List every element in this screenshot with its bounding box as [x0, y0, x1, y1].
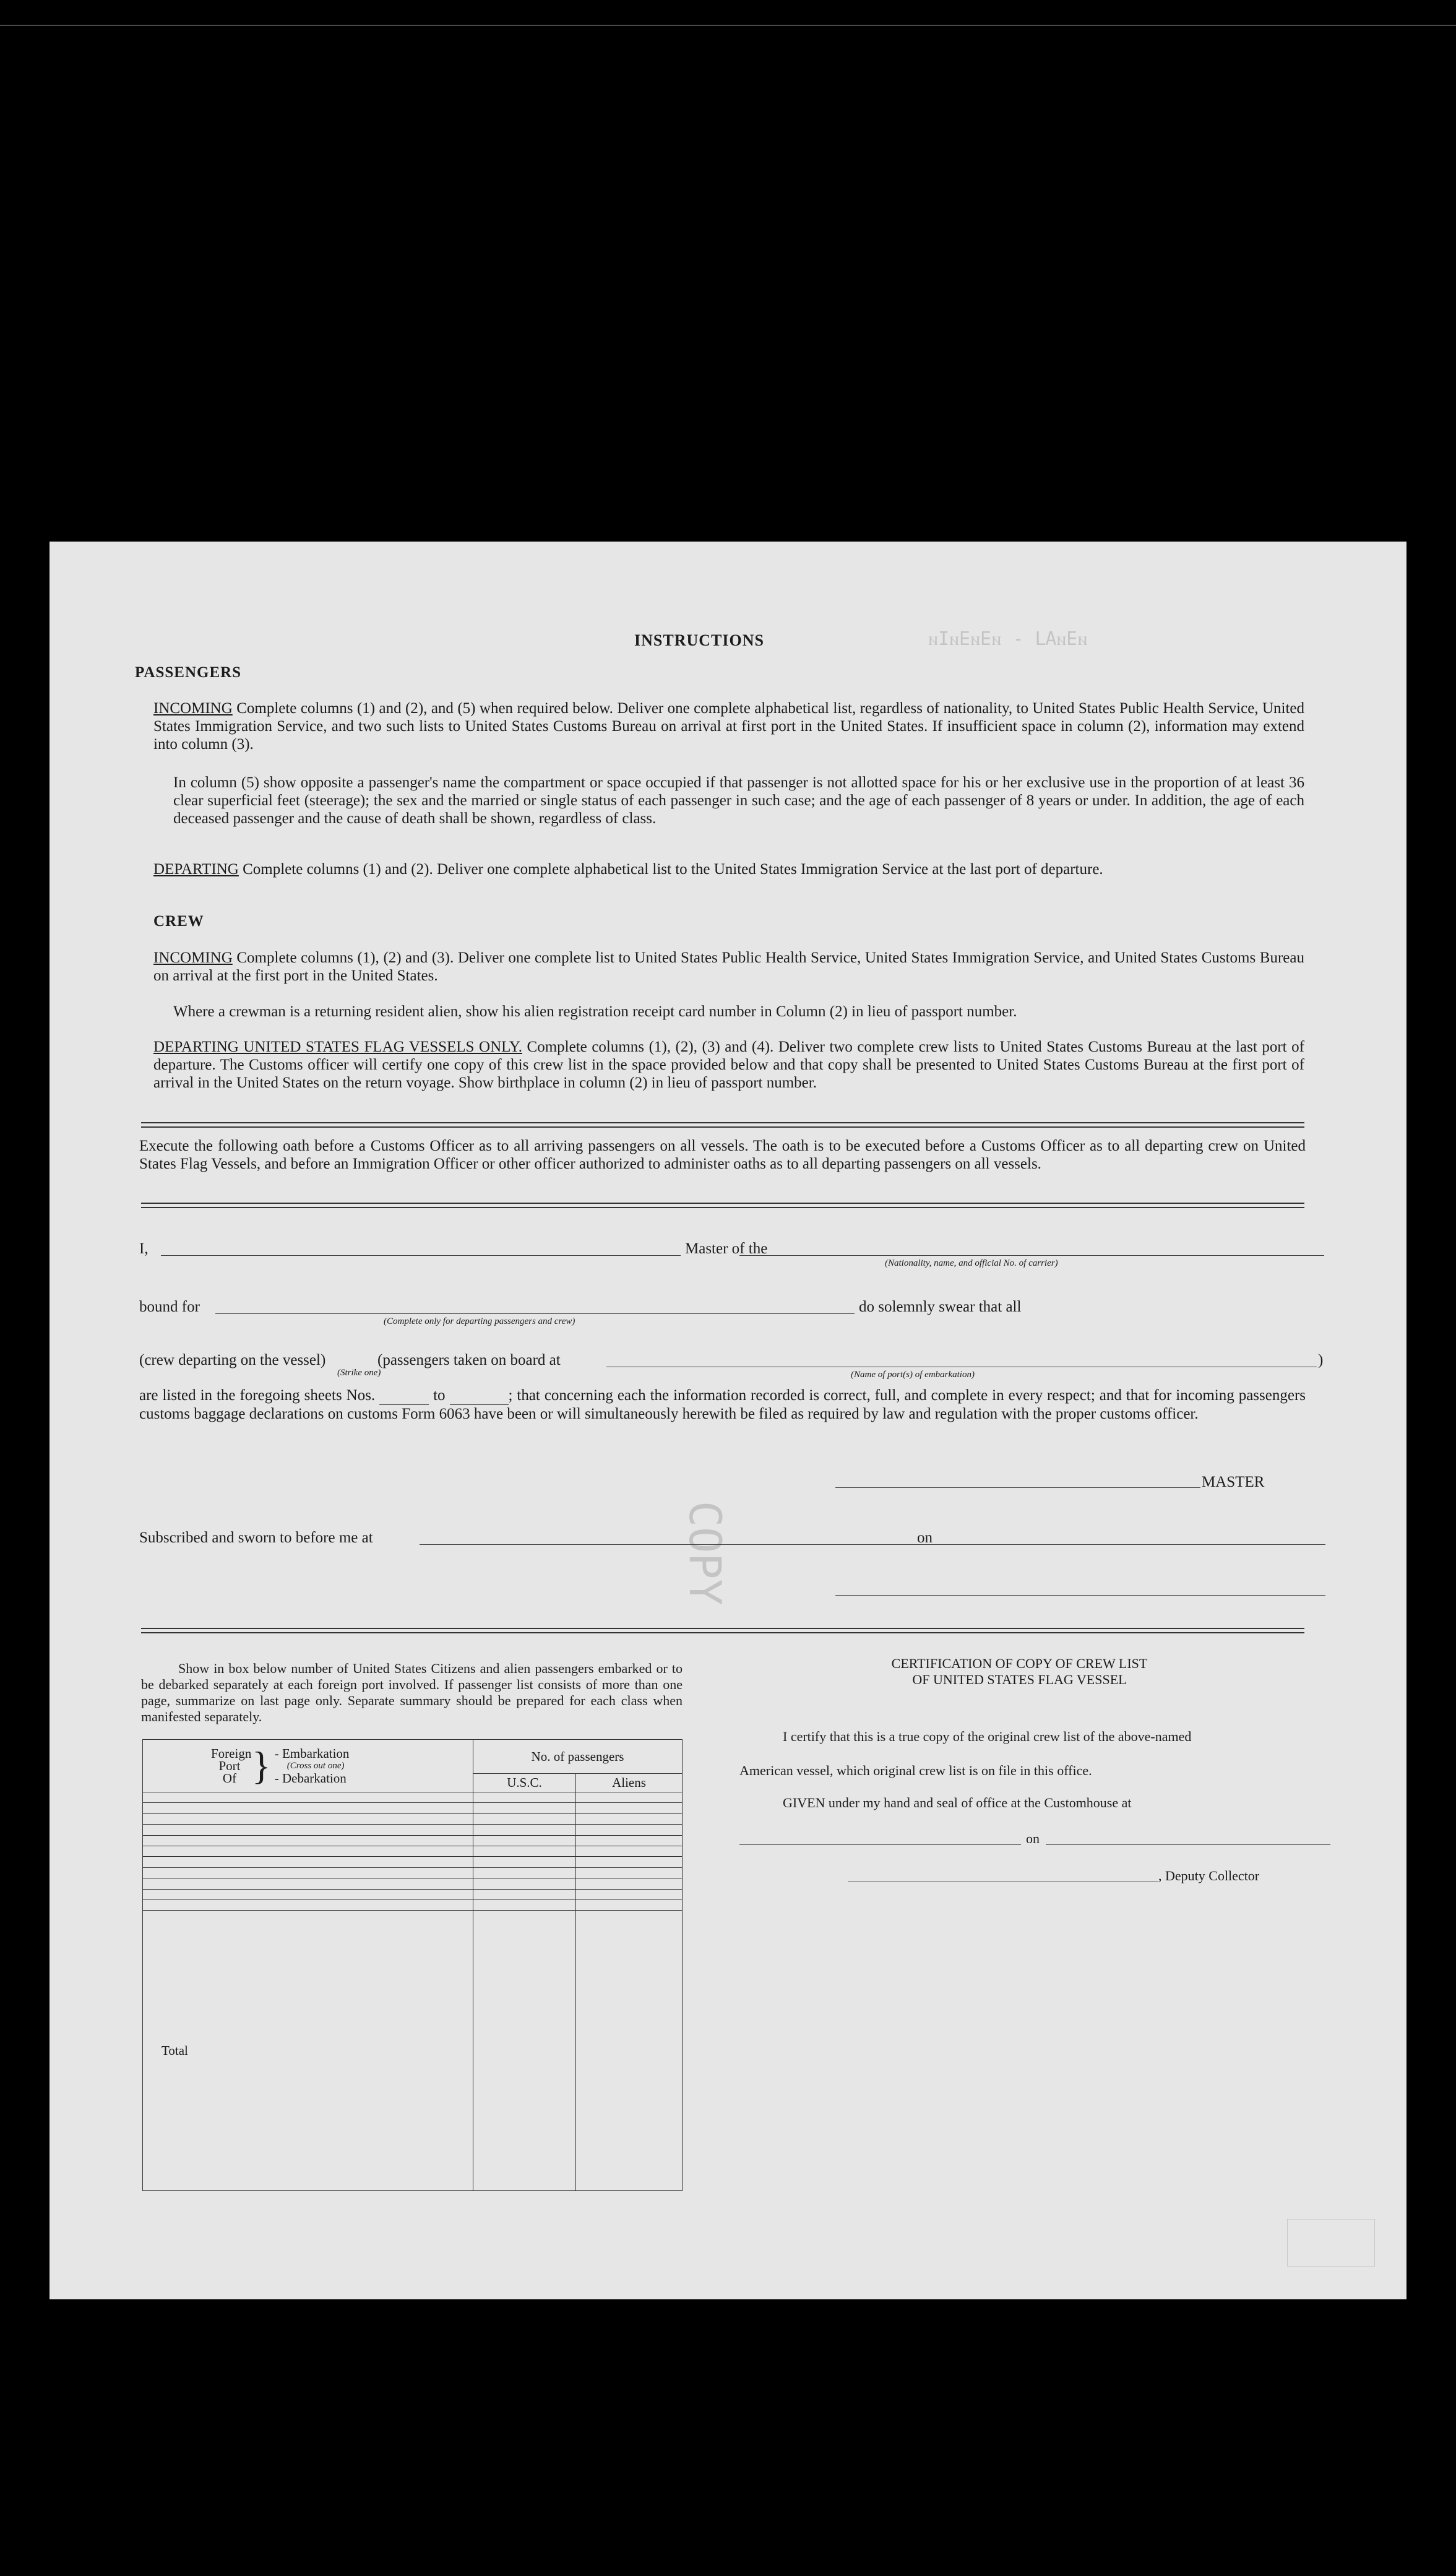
master-label: MASTER — [1202, 1474, 1265, 1490]
given-text: GIVEN under my hand and seal of office at the Customhouse at — [783, 1795, 1132, 1810]
table-row — [143, 1803, 683, 1813]
do-swear-text: do solemnly swear that all — [859, 1299, 1022, 1315]
port-cell[interactable] — [143, 1878, 473, 1889]
table-row — [143, 1857, 683, 1867]
crew-departing-text: Complete columns (1), (2), (3) and (4). Deliver two complete crew lists to United States Customs Bureau at the last port of departure. The Customs officer will certify one copy of this crew list in the space provided below and that copy shall be presented to United States Customs Bureau at the first port of arrival in the United States on the return voyage. Show birthplace in column (2) in lieu of passport number. — [153, 1039, 1304, 1091]
listed-text: are listed in the foregoing sheets Nos. — [139, 1387, 376, 1404]
aliens-cell[interactable] — [576, 1867, 683, 1878]
crew-departing-section — [153, 1038, 1304, 1092]
usc-cell[interactable] — [473, 1878, 576, 1889]
carrier-field[interactable] — [739, 1255, 1324, 1256]
bound-for-field[interactable] — [215, 1313, 855, 1314]
concerning-text: ; that concerning each the information recorded is correct, full, and complete in every respect; and that for incoming passengers customs baggage declarations on customs Form 6063 have been or will simultaneously herewith be filed as required by law and regulation with the proper customs officer. — [139, 1387, 1306, 1422]
table-row — [143, 1813, 683, 1824]
usc-cell[interactable] — [473, 1813, 576, 1824]
table-row — [143, 1867, 683, 1878]
section-divider — [141, 1628, 1304, 1633]
strike-one-note: (Strike one) — [337, 1368, 381, 1378]
section-divider — [141, 1122, 1304, 1128]
certification-on-label: on — [1026, 1831, 1040, 1846]
port-cell[interactable] — [143, 1867, 473, 1878]
port-cell[interactable] — [143, 1813, 473, 1824]
usc-cell[interactable] — [473, 1825, 576, 1835]
instructions-title: INSTRUCTIONS — [634, 631, 764, 649]
carrier-note: (Nationality, name, and official No. of carrier) — [885, 1258, 1058, 1268]
bound-for-label: bound for — [139, 1299, 200, 1315]
aliens-total-cell[interactable] — [576, 1911, 683, 2191]
table-row — [143, 1792, 683, 1803]
certification-heading-line2: OF UNITED STATES FLAG VESSEL — [912, 1672, 1127, 1687]
embark-debark-options — [275, 1747, 350, 1784]
document-page — [50, 542, 1406, 2299]
ports-note: (Name of port(s) of embarkation) — [851, 1370, 975, 1380]
usc-total-cell[interactable] — [473, 1911, 576, 2191]
table-row — [143, 1900, 683, 1910]
on-label: on — [917, 1529, 933, 1546]
usc-cell[interactable] — [473, 1792, 576, 1803]
aliens-cell[interactable] — [576, 1889, 683, 1900]
passengers-incoming-label: INCOMING — [153, 700, 233, 717]
listed-paragraph — [139, 1386, 1306, 1423]
passengers-departing-label: DEPARTING — [153, 861, 239, 878]
master-name-field[interactable] — [161, 1255, 681, 1256]
usc-cell[interactable] — [473, 1900, 576, 1910]
usc-cell[interactable] — [473, 1835, 576, 1846]
section-divider — [141, 1203, 1304, 1208]
to-label: to — [433, 1387, 446, 1404]
aliens-cell[interactable] — [576, 1857, 683, 1867]
sworn-date-field[interactable] — [936, 1544, 1325, 1545]
usc-cell[interactable] — [473, 1867, 576, 1878]
aliens-cell[interactable] — [576, 1835, 683, 1846]
port-cell[interactable] — [143, 1825, 473, 1835]
aliens-cell[interactable] — [576, 1803, 683, 1813]
passengers-column5-text: In column (5) show opposite a passenger's name the compartment or space occupied if that passenger is not allotted space for his or her exclusive use in the proportion of at least 36 clear superficial feet (steerage); the sex and the married or single status of each passenger in such case; and the age of each passenger of 8 years or under. In addition, the age of each deceased passenger and the cause of death shall be shown, regardless of class. — [173, 774, 1304, 827]
usc-cell[interactable] — [473, 1889, 576, 1900]
foreign-port-of-label — [211, 1746, 252, 1786]
port-cell[interactable] — [143, 1857, 473, 1867]
brace-glyph: } — [252, 1744, 271, 1787]
crew-incoming-label: INCOMING — [153, 949, 233, 966]
box-instructions: Show in box below number of United States Citizens and alien passengers embarked or to be debarked separately at each foreign port involved. If passenger list consists of more than one page, summarize on last page only. Separate summary should be prepared for each class when manifested separately. — [141, 1661, 683, 1724]
aliens-cell[interactable] — [576, 1900, 683, 1910]
crew-departing-option: (crew departing on the vessel) — [139, 1352, 326, 1368]
certification-heading — [730, 1656, 1309, 1688]
bleed-through-text: ᴎ∃ᴎA⅃ - ᴎ∃ᴎ∃ᴎIᴎ — [928, 628, 1088, 650]
bound-for-note: (Complete only for departing passengers and crew) — [384, 1316, 575, 1326]
passengers-incoming-text: Complete columns (1) and (2), and (5) when required below. Deliver one complete alphabetical list, regardless of nationality, to United States Public Health Service, United States Immigration Service, and two such lists to United States Customs Bureau on arrival at first port in the United States. If insufficient space in column (2), information may extend into column (3). — [153, 700, 1305, 753]
port-header-cell — [143, 1740, 473, 1792]
passengers-incoming-section — [153, 699, 1304, 753]
port-cell[interactable] — [143, 1889, 473, 1900]
passengers-departing-text: Complete columns (1) and (2). Deliver one complete alphabetical list to the United States Immigration Service at the last port of departure. — [243, 861, 1103, 878]
usc-cell[interactable] — [473, 1857, 576, 1867]
usc-cell[interactable] — [473, 1846, 576, 1856]
table-total-row — [143, 1911, 683, 2191]
aliens-cell[interactable] — [576, 1813, 683, 1824]
usc-header: U.S.C. — [473, 1774, 576, 1792]
foreign-label: Foreign — [211, 1746, 252, 1761]
cross-out-note: (Cross out one) — [286, 1761, 345, 1771]
certification-date-field[interactable] — [1046, 1844, 1330, 1845]
crew-incoming-section — [153, 949, 1304, 985]
aliens-cell[interactable] — [576, 1792, 683, 1803]
certification-heading-line1: CERTIFICATION OF COPY OF CREW LIST — [891, 1656, 1148, 1671]
port-label: Port — [218, 1758, 241, 1773]
passengers-taken-option: (passengers taken on board at — [377, 1352, 561, 1368]
crew-heading: CREW — [153, 913, 204, 930]
crew-alien-text: Where a crewman is a returning resident alien, show his alien registration receipt card number in Column (2) in lieu of passport number. — [173, 1003, 1017, 1020]
aliens-cell[interactable] — [576, 1825, 683, 1835]
master-of-the-label: Master of the — [685, 1240, 768, 1257]
deputy-collector-label: , Deputy Collector — [1158, 1868, 1260, 1883]
top-border-line — [0, 25, 1456, 26]
certify-line1: I certify that this is a true copy of the original crew list of the above-named — [783, 1729, 1192, 1744]
bleed-through-stamp: COPY — [679, 1501, 730, 1606]
subscribed-label: Subscribed and sworn to before me at — [139, 1529, 373, 1546]
table-row — [143, 1889, 683, 1900]
aliens-cell[interactable] — [576, 1878, 683, 1889]
port-cell[interactable] — [143, 1846, 473, 1856]
embarkation-option: - Embarkation — [274, 1746, 350, 1761]
passenger-summary-table — [142, 1739, 683, 2191]
crew-departing-label: DEPARTING UNITED STATES FLAG VESSELS ONLY. — [153, 1039, 522, 1055]
oath-i-label: I, — [139, 1240, 149, 1257]
aliens-cell[interactable] — [576, 1846, 683, 1856]
certify-line2: American vessel, which original crew list is on file in this office. — [739, 1763, 1092, 1778]
close-paren: ) — [1318, 1352, 1324, 1368]
of-label: Of — [222, 1771, 237, 1786]
port-cell[interactable] — [143, 1792, 473, 1803]
oath-intro-text: Execute the following oath before a Customs Officer as to all arriving passengers on all vessels. The oath is to be executed before a Customs Officer as to all departing crew on United States Flag Vessels, and before an Immigration Officer or other officer authorized to administer oaths as to all departing passengers on all vessels. — [139, 1138, 1306, 1172]
aliens-header: Aliens — [576, 1774, 683, 1792]
usc-cell[interactable] — [473, 1803, 576, 1813]
sworn-location-field[interactable] — [420, 1544, 970, 1545]
table-row — [143, 1846, 683, 1856]
port-cell[interactable] — [143, 1803, 473, 1813]
passengers-heading: PASSENGERS — [135, 664, 242, 681]
debarkation-option: - Debarkation — [274, 1771, 347, 1786]
table-row — [143, 1878, 683, 1889]
crew-incoming-text: Complete columns (1), (2) and (3). Deliver one complete list to United States Public Health Service, United States Immigration Service, and United States Customs Bureau on arrival at the first port in the United States. — [153, 949, 1304, 984]
port-cell[interactable] — [143, 1835, 473, 1846]
sheet-from-field[interactable] — [379, 1386, 429, 1405]
no-of-passengers-header: No. of passengers — [473, 1740, 683, 1774]
customhouse-field[interactable] — [739, 1844, 1021, 1845]
officer-signature-field[interactable] — [835, 1595, 1325, 1596]
port-cell[interactable] — [143, 1900, 473, 1910]
table-row — [143, 1825, 683, 1835]
sheet-to-field[interactable] — [450, 1386, 509, 1405]
master-signature-field[interactable] — [835, 1487, 1200, 1488]
faint-stamp-box — [1287, 2219, 1375, 2267]
total-label: Total — [143, 1911, 473, 2191]
table-row — [143, 1835, 683, 1846]
passengers-departing-section — [153, 860, 1304, 878]
